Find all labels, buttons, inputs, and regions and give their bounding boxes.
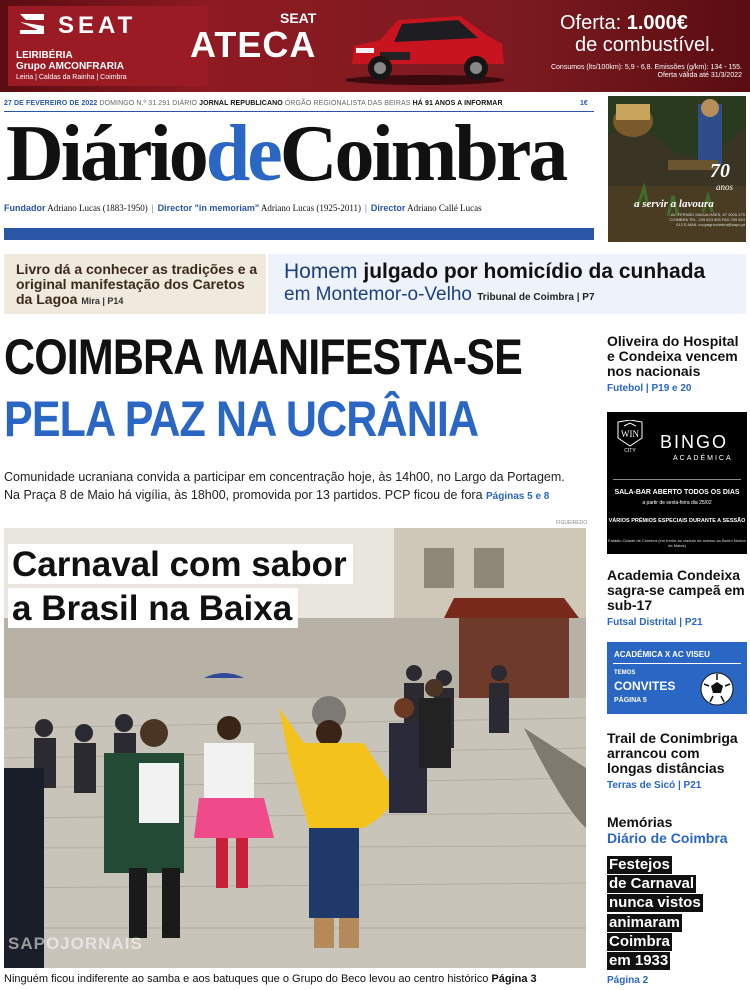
bingo-title: BINGO — [660, 432, 729, 452]
fine-print-consumption: Consumos (lts/100km): 5,9 - 6,8. Emissões (g/km): 134 - 155. — [550, 64, 742, 71]
win-city-logo-icon — [614, 420, 646, 454]
ad-offer — [560, 12, 688, 35]
story-condeixa-headline[interactable]: Academia Condeixa sagra-se campeã em sub-17 — [607, 567, 745, 613]
director-name: Adriano Callé Lucas — [407, 203, 482, 213]
teaser-homicide-line1 — [284, 260, 705, 284]
bingo-location: Estádio Cidade de Coimbra (em frente ao viaduto de acesso ao Bairro Norton de Matos) — [608, 538, 746, 548]
photo-headline-line1[interactable]: Carnaval com sabor — [8, 544, 353, 584]
side-ad-years: 70 — [710, 160, 730, 182]
director-label: Director — [370, 203, 406, 213]
offer-prefix: Oferta: — [560, 12, 627, 34]
memories-label: Memórias — [607, 814, 673, 830]
seat-logo — [16, 8, 166, 42]
memories-line: nunca vistos — [609, 894, 701, 912]
photo-caption-text: Ninguém ficou indiferente ao samba e aos batuques que o Grupo do Beco levou ao centro histórico — [4, 973, 489, 985]
ad-model-brand: SEAT — [280, 10, 317, 26]
tagline-years: HÁ 91 ANOS A INFORMAR — [412, 100, 503, 107]
masthead-blue-bar — [4, 228, 594, 240]
bingo-from-date: a partir de sexta-feira dia 25/02 — [642, 500, 712, 506]
story-oliveira-headline[interactable]: Oliveira do Hospital e Condeixa vencem nos nacionais — [607, 333, 739, 379]
lede-line1: Comunidade ucraniana convida a participar em concentração hoje, às 14h00, no Largo da Portagem. — [4, 470, 565, 484]
bingo-open-daily: SALA-BAR ABERTO TODOS OS DIAS — [614, 489, 740, 496]
ad-model-name: ATECA — [190, 24, 317, 65]
teaser-homicide-pre: Homem — [284, 260, 364, 283]
memories-line: de Carnaval — [609, 875, 695, 893]
teaser-caretos-ref: Mira | P14 — [81, 296, 124, 306]
founders-line — [4, 203, 594, 213]
teaser-caretos-headline: Livro dá a conhecer as tradições e a original manifestação dos Caretos da Lagoa — [16, 261, 258, 307]
memories-brand: Diário de Coimbra — [607, 830, 728, 846]
lede-line2-wrap — [4, 486, 594, 506]
photo-caption — [4, 973, 594, 985]
promo-convites: CONVITES — [614, 679, 676, 693]
issue-date: 27 DE FEVEREIRO DE 2022 — [4, 100, 98, 107]
photo-caption-ref: Página 3 — [491, 973, 537, 985]
car-image — [340, 6, 510, 86]
photo-headline-line2[interactable]: a Brasil na Baixa — [8, 588, 298, 628]
memories-line: Festejos — [609, 856, 670, 873]
story-condeixa-ref: Futsal Distrital | P21 — [607, 617, 703, 628]
football-icon — [700, 672, 734, 706]
promo-match: ACADÉMICA X AC VISEU — [614, 650, 710, 659]
memories-line: animaram — [609, 913, 680, 931]
teaser-homicide-line2 — [284, 284, 595, 306]
teaser-homicide-place: em Montemor-o-Velho — [284, 284, 472, 305]
main-lede — [4, 468, 594, 506]
photo-credit: FIGUEIREDO — [556, 520, 588, 526]
tagline-regional: ÓRGÃO REGIONALISTA DAS BEIRAS — [284, 100, 411, 107]
bingo-prizes: VÁRIOS PRÉMIOS ESPECIAIS DURANTE A SESSÃO — [608, 518, 746, 524]
dealer-locations: Leiria | Caldas da Rainha | Coimbra — [16, 74, 127, 81]
top-ad-banner[interactable] — [0, 0, 750, 92]
separator: | — [151, 203, 154, 213]
ad-brand-name: SEAT — [58, 12, 137, 39]
dealer-name: LEIRIBÉRIA — [16, 50, 73, 61]
director-memoriam-label: Director "in memoriam" — [157, 203, 260, 213]
sapo-watermark: SAPOJORNAIS — [8, 934, 143, 953]
director-memoriam-name: Adriano Lucas (1925-2011) — [260, 203, 362, 213]
story-trail-headline[interactable]: Trail de Conimbriga arrancou com longas distâncias — [607, 730, 738, 776]
fine-print-validity: Oferta válida até 31/3/2022 — [657, 72, 742, 79]
lede-page-ref: Páginas 5 e 8 — [486, 491, 550, 502]
teaser-caretos-text — [16, 262, 261, 307]
dateline — [4, 100, 594, 107]
memories-ref: Página 2 — [607, 975, 649, 986]
promo-divider — [613, 663, 741, 664]
side-ad-years-word: anos — [716, 182, 734, 192]
ad-fine-print — [520, 64, 742, 80]
side-ad-slogan: a servir a lavoura — [634, 198, 714, 210]
bingo-divider — [613, 479, 741, 480]
memories-line: Coimbra — [609, 932, 670, 950]
story-trail-ref: Terras de Sicó | P21 — [607, 780, 702, 791]
seat-s-icon — [16, 8, 48, 40]
founder-name: Adriano Lucas (1883-1950) — [47, 203, 148, 213]
separator: | — [365, 203, 367, 213]
main-headline-line2[interactable]: PELA PAZ NA UCRÂNIA — [4, 391, 479, 447]
issue-number: DOMINGO N.º 31.291 DIÁRIO — [99, 100, 198, 107]
title-diario: Diário — [6, 110, 206, 198]
ad-offer-line2: de combustível. — [575, 34, 716, 56]
title-de: de — [205, 110, 280, 198]
story-oliveira-ref: Futebol | P19 e 20 — [607, 383, 692, 394]
founder-label: Fundador — [4, 203, 46, 213]
bingo-city-text: CITY — [624, 448, 636, 454]
bingo-win-text: WIN — [621, 429, 639, 439]
promo-page: PÁGINA 5 — [614, 697, 647, 704]
offer-amount: 1.000€ — [626, 12, 688, 34]
bingo-subtitle: ACADÉMICA — [673, 455, 733, 462]
tagline-republican: JORNAL REPUBLICANO — [199, 100, 283, 107]
teaser-homicide-bold: julgado por homicídio da cunhada — [363, 260, 706, 283]
teaser-homicide-ref: Tribunal de Coimbra | P7 — [477, 292, 595, 303]
side-ad-address: AV. FERNÃO MAGALHÃES, 67 3000-175 COIMBRA TEL. 239 823 805 FAX 239 824 012 E-MAIL coopagricoimbra@sapo.pt — [669, 212, 745, 227]
promo-temos: TEMOS — [614, 670, 636, 676]
lede-line2: Na Praça 8 de Maio há vigília, às 18h00, promovida por 13 partidos. PCP ficou de fora — [4, 488, 483, 502]
dealer-group: Grupo AMCONFRARIA — [16, 61, 124, 72]
title-coimbra: Coimbra — [279, 110, 566, 198]
newspaper-title[interactable] — [6, 110, 596, 198]
ad-dealer — [16, 50, 127, 83]
memories-headline[interactable] — [607, 856, 747, 971]
memories-line: em 1933 — [609, 951, 669, 969]
main-headline-line1[interactable]: COIMBRA MANIFESTA-SE — [4, 329, 522, 385]
issue-price: 1€ — [580, 100, 588, 107]
